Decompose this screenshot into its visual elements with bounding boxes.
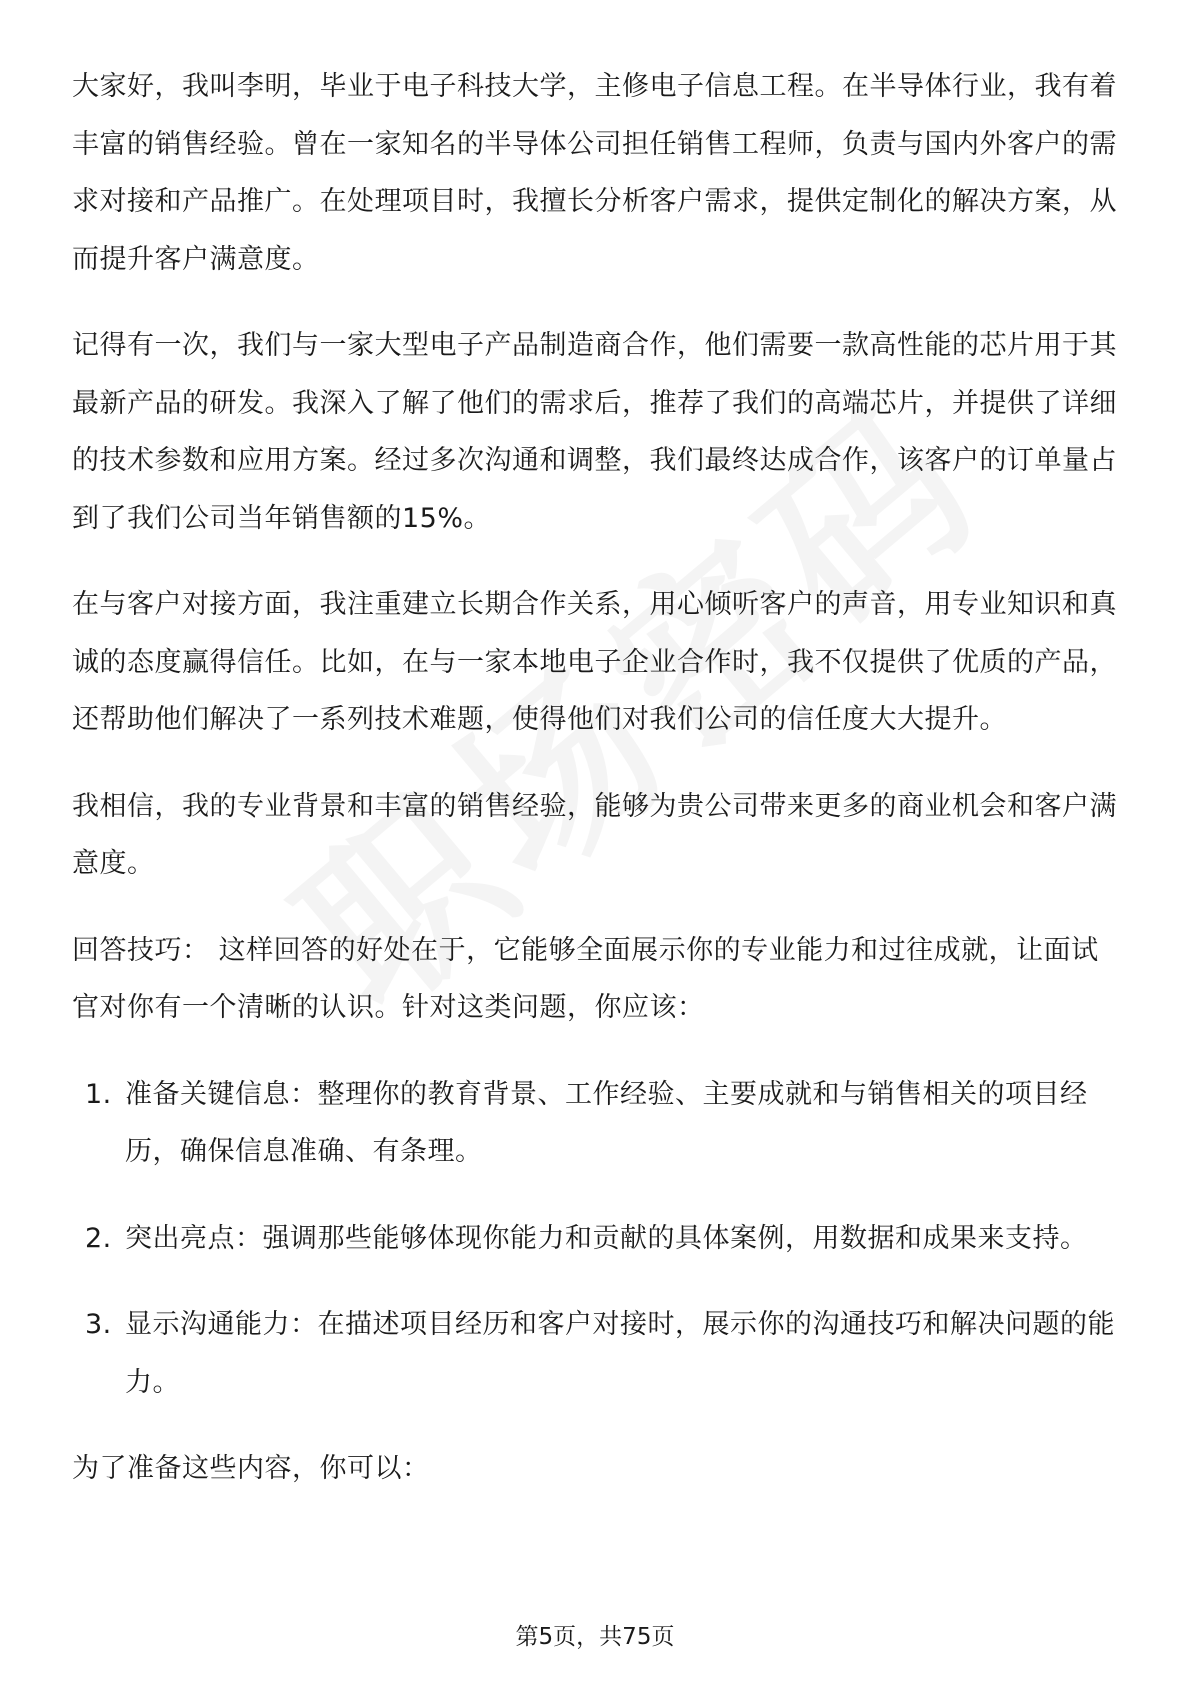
list-item <box>72 1296 1122 1411</box>
list-text: 突出亮点：强调那些能够体现你能力和贡献的具体案例，用数据和成果来支持。 <box>125 1222 1088 1254</box>
paragraph-relationship: 在与客户对接方面，我注重建立长期合作关系，用心倾听客户的声音，用专业知识和真诚的态度赢得信任。比如，在与一家本地电子企业合作时，我不仅提供了优质的产品，还帮助他们解决了一系列技术难题，使得他们对我们公司的信任度大大提升。 <box>72 589 1117 735</box>
list-text: 准备关键信息：整理你的教育背景、工作经验、主要成就和与销售相关的项目经历，确保信息准确、有条理。 <box>125 1078 1088 1167</box>
list-number: 2. <box>85 1222 112 1254</box>
paragraph-answer-tips: 回答技巧： 这样回答的好处在于，它能够全面展示你的专业能力和过往成就，让面试官对你有一个清晰的认识。针对这类问题，你应该： <box>72 934 1099 1023</box>
page-footer: 第5页，共75页 <box>515 1624 675 1650</box>
tips-list <box>72 1066 1122 1412</box>
paragraph-closing-statement: 我相信，我的专业背景和丰富的销售经验，能够为贵公司带来更多的商业机会和客户满意度。 <box>72 790 1117 879</box>
list-item <box>72 1210 1122 1268</box>
paragraph-intro: 大家好，我叫李明，毕业于电子科技大学，主修电子信息工程。在半导体行业，我有着丰富的销售经验。曾在一家知名的半导体公司担任销售工程师，负责与国内外客户的需求对接和产品推广。在处理项目时，我擅长分析客户需求，提供定制化的解决方案，从而提升客户满意度。 <box>72 71 1117 275</box>
list-number: 3. <box>85 1309 112 1340</box>
document-body <box>72 58 1122 1527</box>
list-item <box>72 1066 1122 1181</box>
paragraph-prepare: 为了准备这些内容，你可以： <box>72 1453 430 1484</box>
paragraph-case: 记得有一次，我们与一家大型电子产品制造商合作，他们需要一款高性能的芯片用于其最新产品的研发。我深入了解了他们的需求后，推荐了我们的高端芯片，并提供了详细的技术参数和应用方案。经过多次沟通和调整，我们最终达成合作，该客户的订单量占到了我们公司当年销售额的15%。 <box>72 330 1117 534</box>
list-text: 显示沟通能力：在描述项目经历和客户对接时，展示你的沟通技巧和解决问题的能力。 <box>125 1309 1115 1398</box>
list-number: 1. <box>85 1078 112 1110</box>
